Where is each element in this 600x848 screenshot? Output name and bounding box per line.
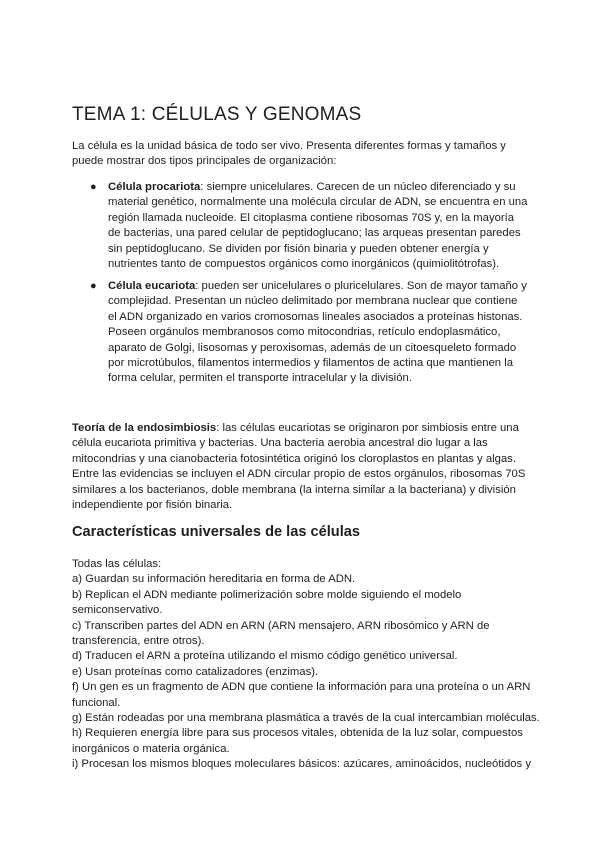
bullet-term: Célula procariota: [108, 181, 201, 193]
bullet-text: : pueden ser unicelulares o pluricelulares. Son de mayor tamaño y complejidad. Presentan un núcleo delimitado por membrana nuclear que contiene el ADN organizado en varios cromosomas lineales asociados a proteínas histonas. Poseen orgánulos membranosos como mitocondrias, retículo endoplasmático, aparato de Golgi, lisosomas y peroxisomas, además de un citoesqueleto formado por microtúbulos, filamentos intermedios y filamentos de actina que mantienen la forma celular, permiten el transporte intracelular y la división.: [108, 280, 527, 385]
list-item: b) Replican el ADN mediante polimerización sobre molde siguiendo el modelo semiconservativo.: [72, 588, 462, 617]
list-item: h) Requieren energía libre para sus procesos vitales, obtenida de la luz solar, compuestos inorgánicos o materia orgánica.: [72, 727, 523, 755]
list-item: f) Un gen es un fragmento de ADN que contiene la información para una proteína o un ARN funcional.: [72, 681, 531, 709]
endosymbiosis-term: Teoría de la endosimbiosis: [72, 422, 217, 434]
bullet-text: : siempre unicelulares. Carecen de un núcleo diferenciado y su material genético, normalmente una molécula circular de ADN, se encuentra en una región llamada nucleoide. El citoplasma contiene ribosomas 70S y, en la mayoría de bacterias, una pared celular de peptidoglucano; las arqueas presentan paredes sin peptidoglucano. Se dividen por fisión binaria y pueden obtener energía y nutrientes tanto de compuestos orgánicos como inorgánicos (quimiolitótrofas).: [108, 181, 528, 271]
list-item: c) Transcriben partes del ADN en ARN (ARN mensajero, ARN ribosómico y ARN de transferencia, entre otros).: [72, 619, 490, 648]
page-title: TEMA 1: CÉLULAS Y GENOMAS: [72, 104, 362, 125]
bullet-icon: ●: [90, 280, 97, 292]
list-item: e) Usan proteínas como catalizadores (enzimas).: [72, 665, 319, 678]
list-intro: Todas las células:: [72, 558, 162, 570]
endosymbiosis-text: : las células eucariotas se originaron por simbiosis entre una célula eucariota primitiva y bacterias. Una bacteria aerobia ancestral dio lugar a las mitocondrias y una cianobacteria fotosintética originó los cloroplastos en plantas y algas. Entre las evidencias se incluyen el ADN circular propio de estos orgánulos, ribosomas 70S similares a los bacterianos, doble membrana (la interna similar a la bacteriana) y división independiente por fisión binaria.: [72, 422, 526, 512]
intro-paragraph: La célula es la unidad básica de todo ser vivo. Presenta diferentes formas y tamaños y puede mostrar dos tipos principales de organización:: [72, 140, 506, 168]
endosymbiosis-paragraph: [72, 421, 532, 513]
list-item: a) Guardan su información hereditaria en forma de ADN.: [72, 573, 356, 586]
bullet-icon: ●: [90, 181, 97, 193]
section-title: Características universales de las células: [72, 524, 360, 540]
bullet-term: Célula eucariota: [108, 280, 196, 292]
list-item: i) Procesan los mismos bloques moleculares básicos: azúcares, aminoácidos, nucleótidos y: [72, 758, 531, 771]
bullet-body: [108, 279, 528, 387]
bullet-body: [108, 180, 528, 272]
characteristics-list: [72, 557, 542, 773]
list-item: g) Están rodeadas por una membrana plasmática a través de la cual intercambian moléculas.: [72, 712, 540, 725]
list-item: d) Traducen el ARN a proteína utilizando el mismo código genético universal.: [72, 650, 458, 663]
